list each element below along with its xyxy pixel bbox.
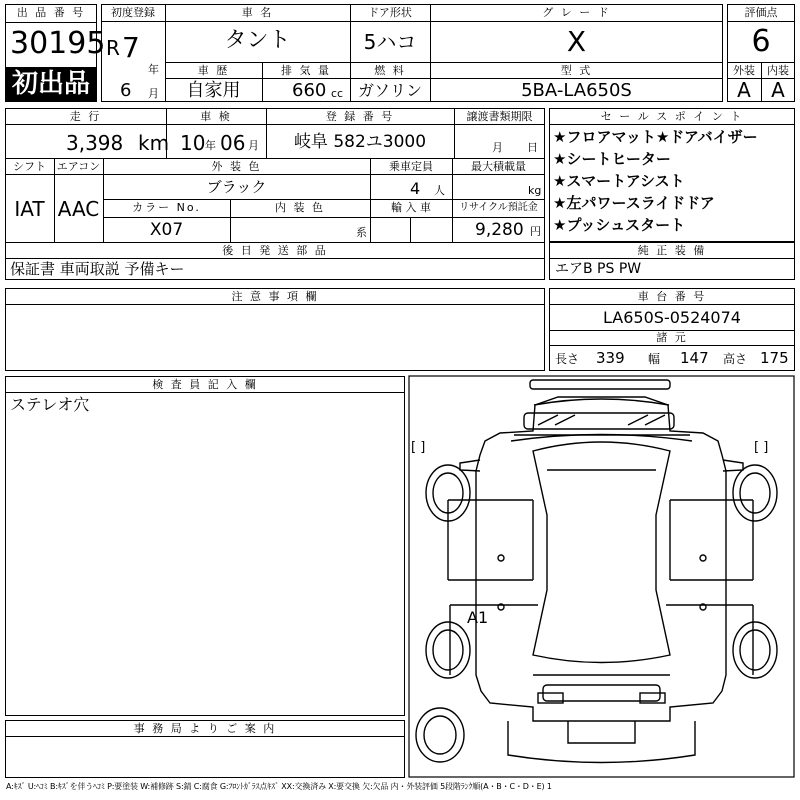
capacity-label: 乗車定員	[389, 160, 433, 173]
ac: AAC	[57, 197, 100, 221]
sales-point: ★スマートアシスト	[553, 172, 685, 190]
capacity: 4	[410, 179, 421, 198]
insp-year-unit: 年	[205, 139, 216, 152]
lot-number: 30195	[10, 26, 106, 61]
inspector-label: 検 査 員 記 入 欄	[152, 378, 258, 391]
width: 147	[680, 349, 709, 367]
int-grade: A	[771, 78, 785, 102]
history-label: 車 歴	[197, 64, 230, 77]
chassis-number: LA650S-0524074	[603, 308, 741, 327]
lot-label: 出 品 番 号	[16, 6, 86, 19]
mileage-label: 走 行	[69, 110, 102, 123]
bracket-left: [ ]	[411, 440, 426, 455]
door-label: ドア形状	[368, 6, 412, 19]
shift: IAT	[14, 197, 45, 221]
reg-year: 7	[122, 31, 140, 64]
dims-label: 諸 元	[656, 331, 688, 344]
displacement: 660	[292, 80, 327, 101]
color-no: X07	[149, 220, 184, 240]
later-parts-label: 後 日 発 送 部 品	[222, 244, 328, 257]
length-label: 長さ	[555, 352, 580, 366]
inspector-note: ステレオ穴	[10, 395, 90, 414]
import-label: 輸 入 車	[391, 201, 431, 214]
ext-label: 外装	[733, 64, 755, 77]
first-reg-label: 初度登録	[111, 6, 155, 19]
score-label: 評価点	[744, 6, 778, 19]
sales-point: ★シートヒーター	[553, 150, 671, 168]
model-code: 5BA-LA650S	[521, 80, 632, 101]
damage-mark: A1	[467, 608, 489, 627]
equipment: エアB PS PW	[555, 261, 642, 277]
legend: A:ｷｽﾞ U:ﾍｺﾐ B:ｷｽﾞを伴うﾍｺﾐ P:要塗装 W:補修跡 S:錆 C:腐食 G:ﾌﾛﾝﾄｶﾞﾗｽ点ｷｽﾞ XX:交換済み X:要交換 欠:欠品 内・外装評価 5段階ﾗﾝｸ順(A・B・C・D・E) 1	[6, 782, 552, 791]
transfer-label: 譲渡書類期限	[466, 110, 533, 123]
car-diagram	[408, 375, 795, 778]
model-label: 型 式	[560, 64, 593, 77]
chassis-label: 車 台 番 号	[637, 290, 707, 303]
disp-unit: cc	[331, 87, 344, 100]
insp-month: 06	[220, 131, 246, 155]
grade-label: グ レ ー ド	[542, 6, 611, 19]
mileage: 3,398	[66, 131, 124, 155]
sales-point: ★左パワースライドドア	[553, 194, 715, 212]
transfer-day: 日	[527, 141, 538, 154]
capacity-unit: 人	[434, 184, 445, 197]
notes-label: 注 意 事 項 欄	[231, 290, 319, 303]
score: 6	[751, 24, 771, 59]
door-type: 5ハコ	[363, 30, 417, 54]
recycle-label: リサイクル預託金	[459, 202, 538, 213]
equipment-label: 純 正 装 備	[637, 244, 707, 257]
height: 175	[760, 349, 789, 367]
insp-month-unit: 月	[248, 139, 259, 152]
ext-color-label: 外 装 色	[211, 160, 262, 173]
height-label: 高さ	[723, 352, 748, 366]
insp-year: 10	[180, 131, 206, 155]
shift-label: シフト	[13, 160, 46, 173]
transfer-month: 月	[492, 141, 503, 154]
car-name: タント	[224, 28, 291, 53]
inspector-box	[5, 376, 405, 716]
ext-color: ブラック	[206, 178, 267, 196]
sales-point: ★フロアマット★ドアバイザー	[553, 128, 758, 146]
reg-month-unit: 月	[148, 87, 159, 100]
inspection-label: 車 検	[200, 110, 232, 123]
width-label: 幅	[648, 352, 661, 366]
ext-grade: A	[737, 78, 751, 102]
int-color-label: 内 装 色	[275, 201, 325, 214]
reg-no: 岐阜 582ユ3000	[293, 132, 427, 152]
length: 339	[596, 349, 625, 367]
reg-month: 6	[120, 80, 132, 101]
int-label: 内装	[767, 64, 789, 77]
recycle-fee: 9,280	[475, 220, 524, 240]
bracket-right: [ ]	[754, 440, 769, 455]
fuel-label: 燃 料	[374, 64, 406, 77]
era: R	[106, 36, 120, 60]
fuel: ガソリン	[357, 81, 422, 100]
name-label: 車 名	[241, 6, 274, 19]
load-label: 最大積載量	[471, 160, 526, 173]
sales-point: ★プッシュスタート	[553, 216, 686, 234]
history: 自家用	[186, 80, 241, 101]
car-outline	[408, 375, 795, 778]
disp-label: 排 気 量	[281, 64, 331, 77]
reg-no-label: 登 録 番 号	[325, 110, 395, 123]
later-parts: 保証書 車両取説 予備キー	[10, 260, 185, 278]
first-listing-text: 初出品	[11, 69, 90, 99]
reg-year-unit: 年	[148, 63, 159, 76]
load-unit: kg	[528, 184, 542, 197]
office-label: 事 務 局 よ り ご 案 内	[133, 722, 277, 735]
mileage-unit: km	[138, 131, 170, 155]
lot-box	[5, 4, 106, 102]
grade: X	[566, 25, 587, 58]
int-color-unit: 系	[356, 226, 367, 239]
ac-label: エアコン	[56, 160, 101, 173]
recycle-unit: 円	[530, 225, 541, 238]
color-no-label: カラー No.	[132, 201, 201, 214]
sales-label: セ ー ル ス ポ イ ン ト	[600, 110, 744, 123]
